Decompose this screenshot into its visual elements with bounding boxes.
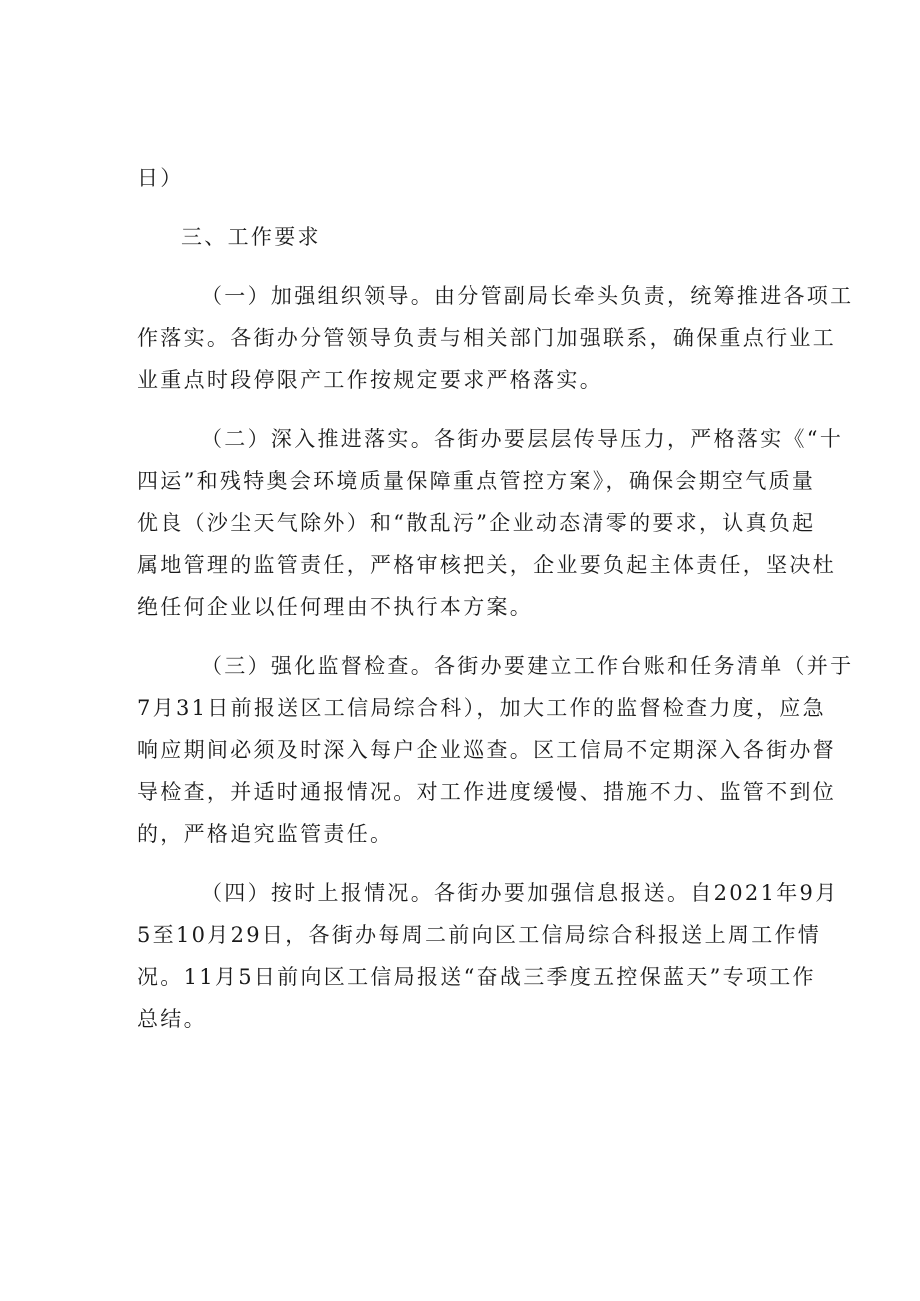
paragraph-line: 四运”和残特奥会环境质量保障重点管控方案》，确保会期空气质量 <box>137 469 816 493</box>
carryover-text: 日） <box>137 166 184 190</box>
paragraph-line: 业重点时段停限产工作按规定要求严格落实。 <box>137 368 603 392</box>
document-body <box>137 157 854 1057</box>
paragraph-line: （三）强化监督检查。各街办要建立工作台账和任务清单（并于 <box>201 654 854 678</box>
paragraph-line: 优良（沙尘天气除外）和“散乱污”企业动态清零的要求，认真负起 <box>137 511 816 535</box>
paragraph-line: 导检查，并适时通报情况。对工作进度缓慢、措施不力、监管不到位 <box>137 780 836 804</box>
paragraph-line: 属地管理的监管责任，严格审核把关，企业要负起主体责任，坚决杜 <box>137 553 836 577</box>
paragraph-line: 响应期间必须及时深入每户企业巡查。区工信局不定期深入各街办督 <box>137 738 836 762</box>
paragraph-line: （二）深入推进落实。各街办要层层传导压力，严格落实《“十 <box>201 427 844 451</box>
paragraph-1 <box>137 275 854 401</box>
paragraph-3 <box>137 645 854 855</box>
paragraph-line: 的，严格追究监管责任。 <box>137 822 394 846</box>
paragraph-line: 况。11月5日前向区工信局报送“奋战三季度五控保蓝天”专项工作 <box>137 965 816 989</box>
paragraph-line: 作落实。各街办分管领导负责与相关部门加强联系，确保重点行业工 <box>137 326 836 350</box>
section-heading: 三、工作要求 <box>181 225 321 249</box>
paragraph-line: （四）按时上报情况。各街办要加强信息报送。自2021年9月 <box>201 881 839 905</box>
paragraph-line: 7月31日前报送区工信局综合科），加大工作的监督检查力度，应急 <box>137 696 826 720</box>
paragraph-4 <box>137 872 839 1040</box>
paragraph-line: 总结。 <box>137 1007 207 1031</box>
paragraph-line: （一）加强组织领导。由分管副局长牵头负责，统筹推进各项工 <box>201 284 854 308</box>
paragraph-line: 5至10月29日，各街办每周二前向区工信局综合科报送上周工作情 <box>137 923 822 947</box>
paragraph-2 <box>137 418 844 628</box>
paragraph-line: 绝任何企业以任何理由不执行本方案。 <box>137 595 534 619</box>
